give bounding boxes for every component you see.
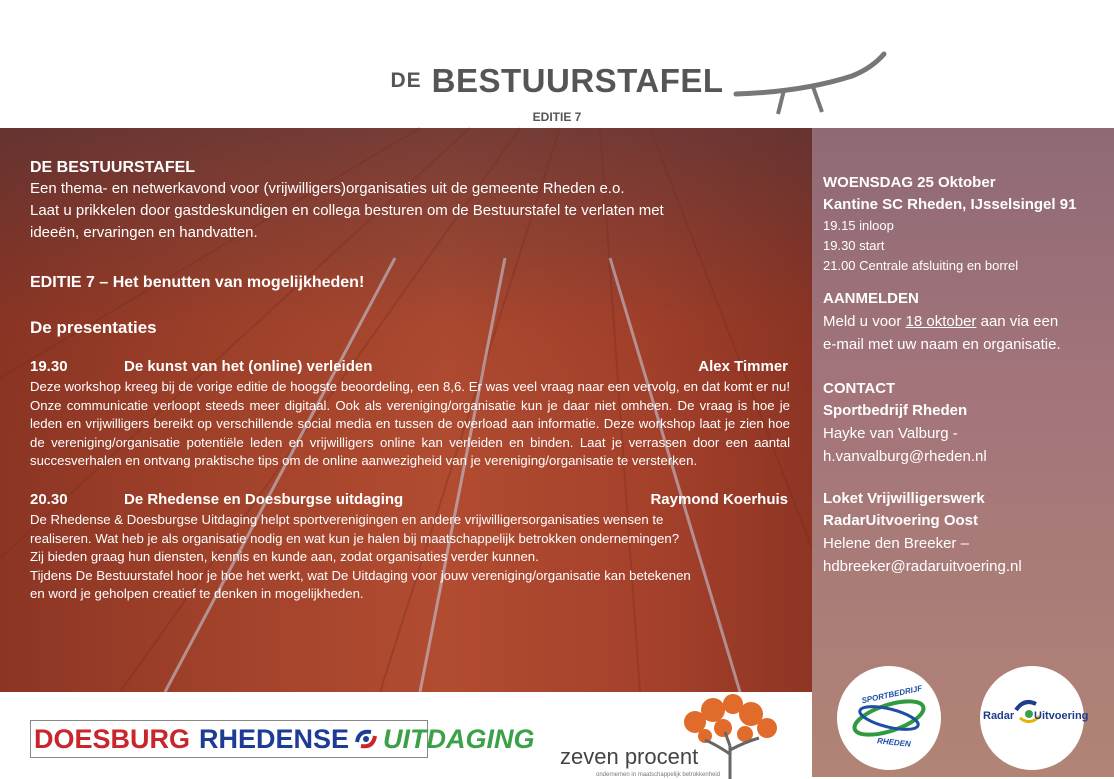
- session-time: 19.30: [30, 358, 68, 375]
- sidebar: [812, 128, 1114, 777]
- intro-line: ideeën, ervaringen en handvatten.: [30, 224, 258, 241]
- title-main: BESTUURSTAFEL: [431, 62, 724, 99]
- session-line: Zij bieden graag hun diensten, kennis en kunde aan, zodat organisaties verder kunnen.: [30, 549, 539, 565]
- loket-email[interactable]: hdbreeker@radaruitvoering.nl: [823, 558, 1022, 575]
- contact-organization: Sportbedrijf Rheden: [823, 402, 968, 419]
- session-2: [30, 491, 790, 604]
- doesburg-rhedense-uitdaging-logo: [30, 720, 535, 758]
- intro-heading: DE BESTUURSTAFEL: [30, 159, 196, 176]
- zeven-procent-logo: zeven procent: [560, 744, 699, 769]
- register-text-post: aan via een: [976, 313, 1059, 330]
- sidebar-content: [823, 172, 1113, 578]
- register-text: [823, 310, 1113, 333]
- session-time: 20.30: [30, 490, 68, 508]
- event-location: Kantine SC Rheden, IJsselsingel 91: [823, 196, 1077, 213]
- session-line: De Rhedense & Doesburgse Uitdaging helpt sportverenigingen en andere vrijwilligersorganisaties wensen te: [30, 511, 664, 527]
- register-text-pre: Meld u voor: [823, 313, 906, 330]
- session-description: Deze workshop kreeg bij de vorige editie de hoogste beoordeling, een 8,6. Er was veel vraag naar een vervolg, en dat komt er nu! Onze communicatie verloopt steeds meer digitaal. Ook als vereniging/organisatie kun je daar niet omheen. De vraag is hoe je leden en vrijwilligers bereikt op verschillende social media en tussen de overload aan informatie. Deze workshop laat je zien hoe de vereniging/organisatie potentiële leden en vrijwilligers online kan verleiden en binden. Laat je verrassen door een aantal succesverhalen en ontvang praktische tips om de online aanwezigheid van je vereniging/organisatie te versterken.: [30, 379, 790, 469]
- session-speaker: Alex Timmer: [698, 358, 788, 375]
- sportbedrijf-logo-top: SPORTBEDRIJF: [860, 683, 923, 706]
- register-text-line2: e-mail met uw naam en organisatie.: [823, 336, 1061, 353]
- main-panel: [0, 128, 812, 692]
- loket-organization: RadarUitvoering Oost: [823, 512, 979, 529]
- doesburg-logo-text-1: DOESBURG: [34, 724, 191, 754]
- schedule-item: 19.30 start: [823, 238, 885, 253]
- loket-name: Helene den Breeker –: [823, 535, 969, 552]
- sportbedrijf-logo-bottom: RHEDEN: [876, 736, 912, 749]
- bench-icon: [732, 46, 892, 126]
- schedule-item: 19.15 inloop: [823, 218, 894, 233]
- session-line: en word je geholpen creatief te denken in mogelijkheden.: [30, 586, 364, 602]
- session-line: Tijdens De Bestuurstafel hoor je hoe het werkt, wat De Uitdaging voor jouw vereniging/organisatie kan betekenen: [30, 567, 691, 583]
- event-date: WOENSDAG 25 Oktober: [823, 174, 996, 191]
- zeven-procent-tagline: ondernemen in maatschappelijk betrokkenheid: [596, 772, 721, 778]
- session-1: [30, 358, 790, 471]
- edition-subtitle: EDITIE 7: [532, 110, 582, 124]
- title-prefix: DE: [390, 69, 422, 92]
- register-heading: AANMELDEN: [823, 290, 919, 307]
- intro-line: Laat u prikkelen door gastdeskundigen en collega besturen om de Bestuurstafel te verlaten met: [30, 202, 664, 219]
- radar-logo-text-a: Radar: [983, 710, 1015, 722]
- footer: [0, 692, 812, 777]
- register-deadline: 18 oktober: [905, 313, 977, 330]
- loket-heading: Loket Vrijwilligerswerk: [823, 490, 985, 507]
- radar-logo-text-b: Uitvoering: [1034, 710, 1089, 722]
- intro-text: [30, 178, 790, 244]
- session-header: [30, 358, 790, 378]
- main-content: [30, 158, 790, 604]
- session-speaker: Raymond Koerhuis: [650, 490, 788, 508]
- sportbedrijf-logo: [837, 666, 941, 770]
- header: [0, 0, 1114, 128]
- doesburg-logo-text-2: RHEDENSE: [199, 724, 350, 754]
- doesburg-logo-text-3: UITDAGING: [383, 724, 535, 754]
- session-title: De Rhedense en Doesburgse uitdaging: [124, 490, 404, 508]
- uitdaging-swirl-icon: [351, 724, 381, 754]
- schedule-item: 21.00 Centrale afsluiting en borrel: [823, 258, 1019, 273]
- presentations-heading: De presentaties: [30, 318, 157, 337]
- intro-line: Een thema- en netwerkavond voor (vrijwilligers)organisaties uit de gemeente Rheden e.o.: [30, 180, 625, 197]
- contact-name: Hayke van Valburg -: [823, 425, 958, 442]
- page-title: [0, 62, 1114, 100]
- session-header: [30, 491, 790, 511]
- contact-email[interactable]: h.vanvalburg@rheden.nl: [823, 448, 987, 465]
- edition-heading: EDITIE 7 – Het benutten van mogelijkheden!: [30, 274, 365, 291]
- sportbedrijf-swoosh-icon: [837, 666, 941, 770]
- contact-heading: CONTACT: [823, 380, 896, 397]
- radaruitvoering-logo: [980, 666, 1089, 770]
- session-title: De kunst van het (online) verleiden: [124, 358, 373, 375]
- session-line: realiseren. Wat heb je als organisatie nodig en wat kun je halen bij maatschappelijk betrokken ondernemingen?: [30, 530, 680, 546]
